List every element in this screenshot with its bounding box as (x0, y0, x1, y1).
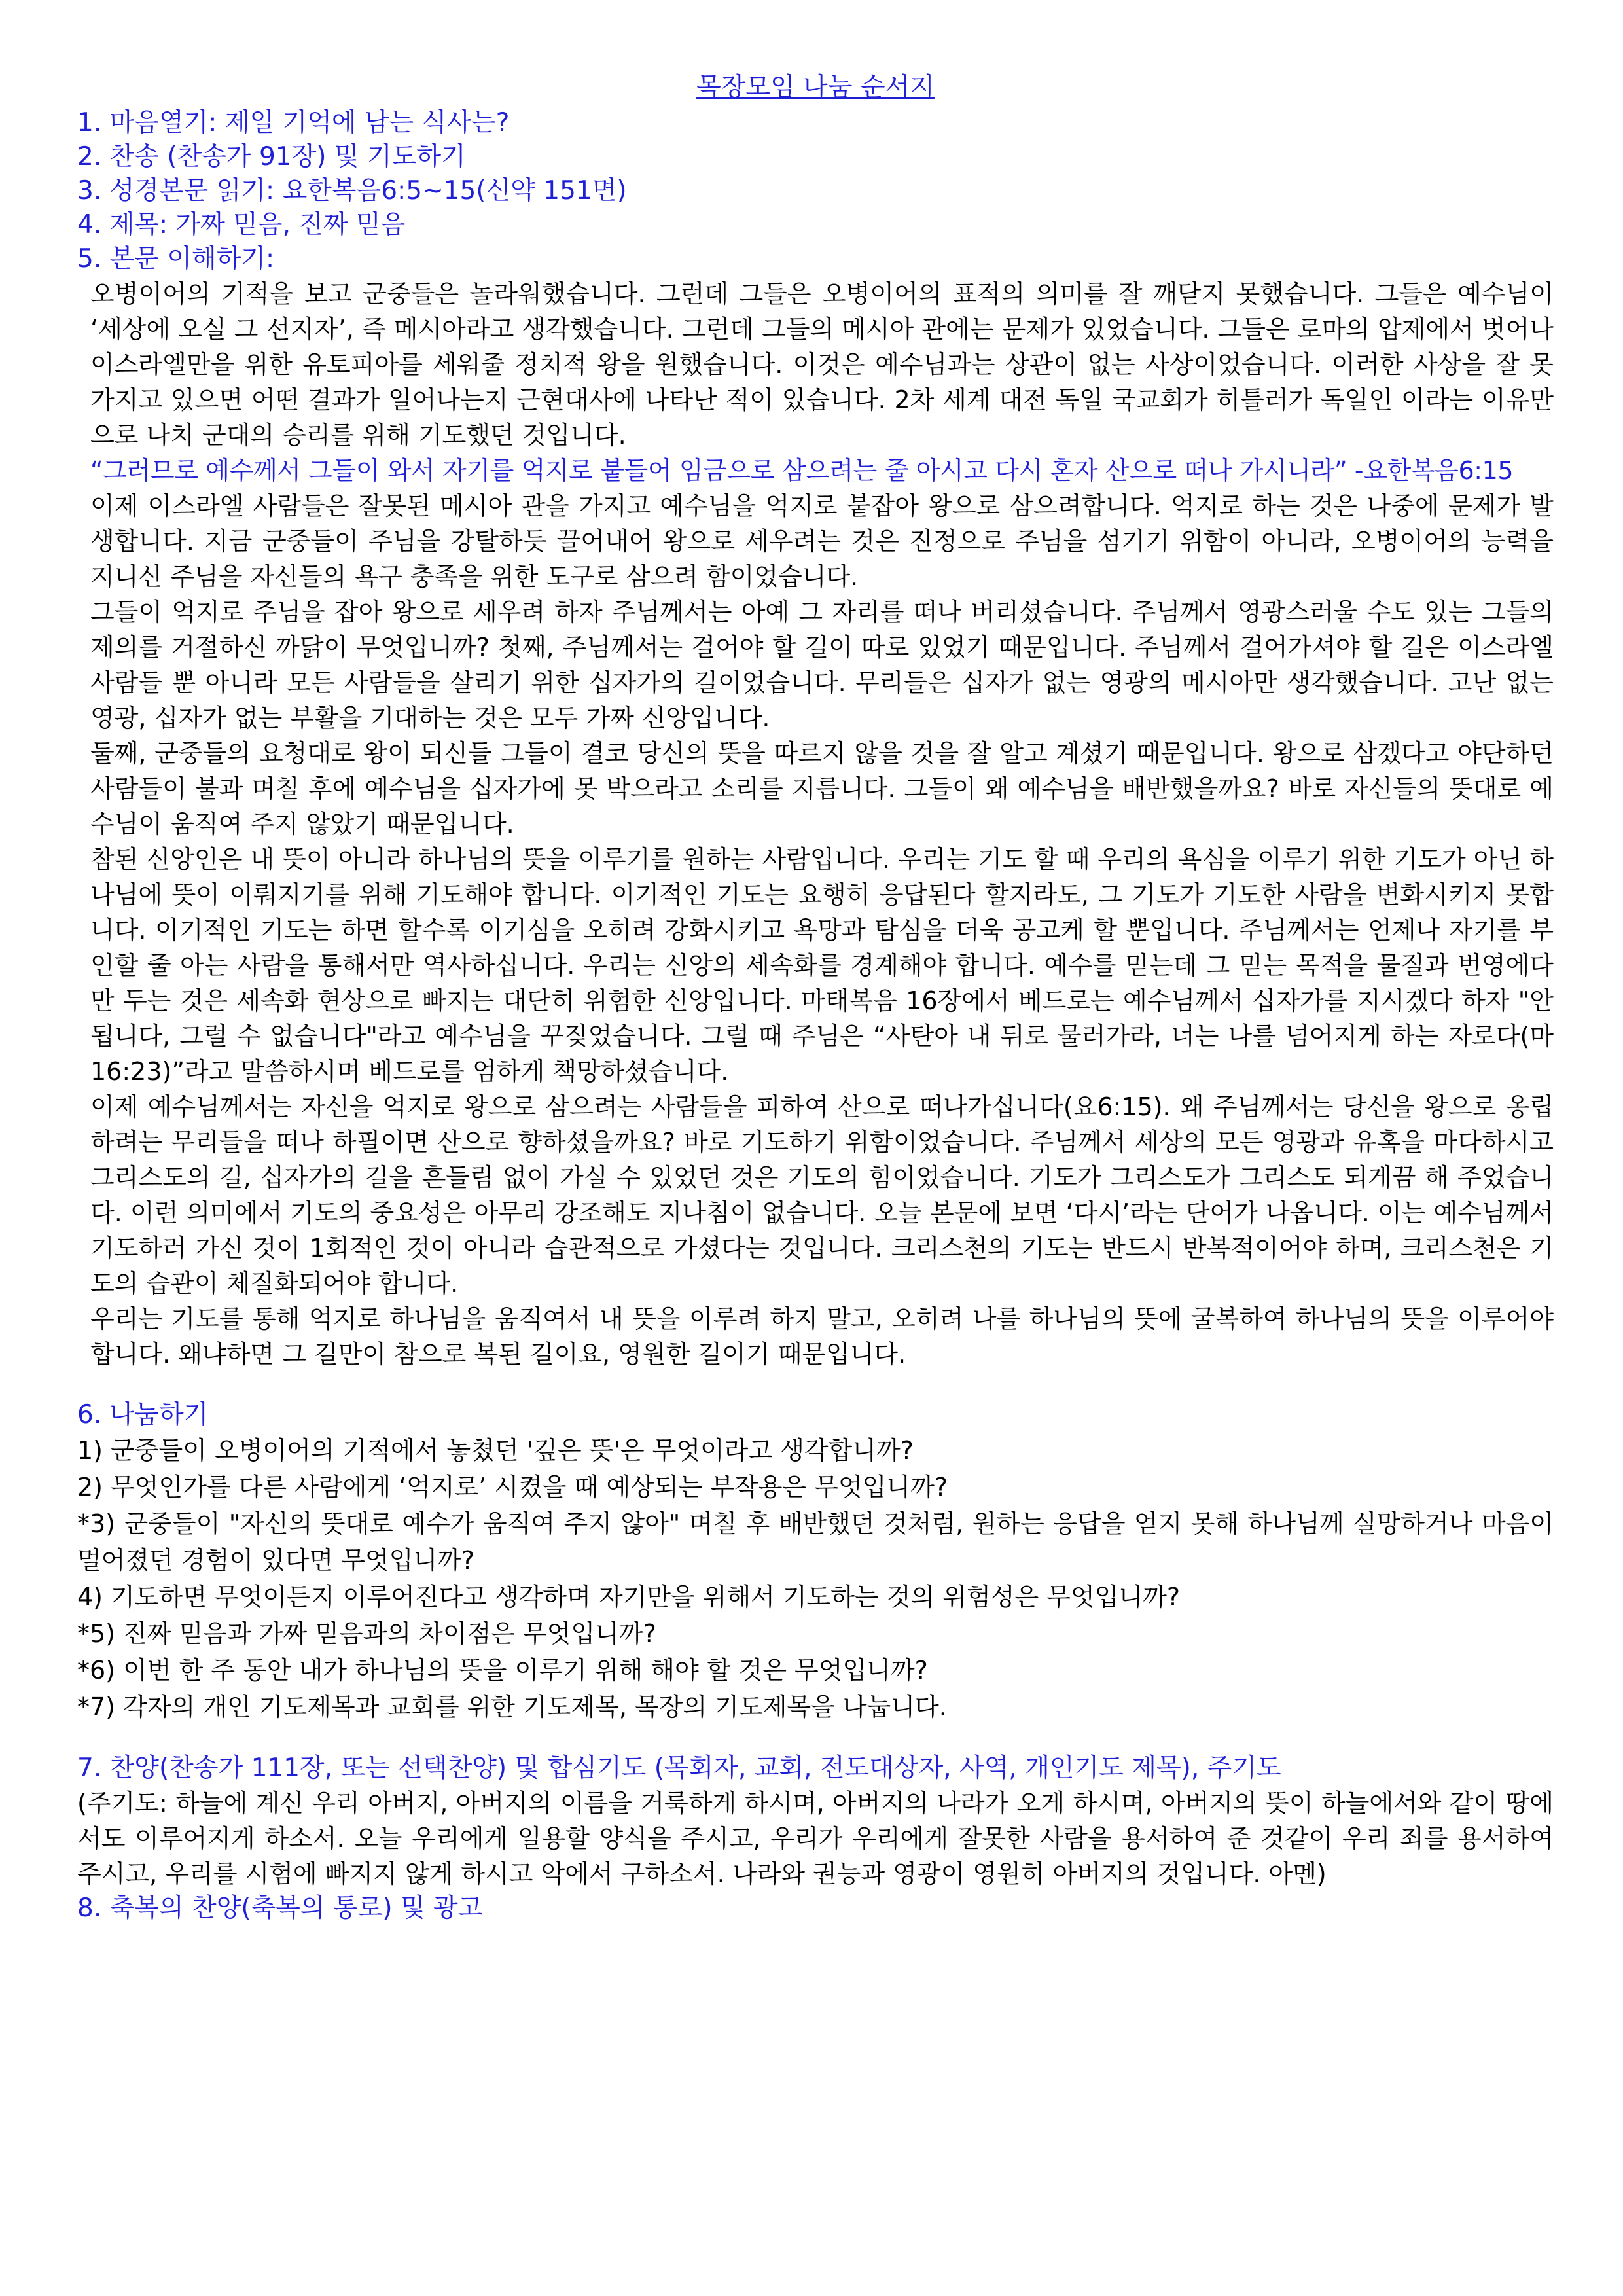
page-title: 목장모임 나눔 순서지 (696, 73, 935, 102)
body-paragraph-6: 이제 예수님께서는 자신을 억지로 왕으로 삼으려는 사람들을 피하여 산으로 떠나가십니다(요6:15). 왜 주님께서는 당신을 왕으로 옹립하려는 무리들을 떠나 하필이면 산으로 향하셨을까요? 바로 기도하기 위함이었습니다. 주님께서 세상의 모든 영광과 유혹을 마다하시고 그리스도의 길, 십자가의 길을 흔들림 없이 가실 수 있었던 것은 기도의 힘이었습니다. 기도가 그리스도가 그리스도 되게끔 해 주었습니다. 이런 의미에서 기도의 중요성은 아무리 강조해도 지나침이 없습니다. 오늘 본문에 보면 ‘다시’라는 단어가 나옵니다. 이는 예수님께서 기도하러 가신 것이 1회적인 것이 아니라 습관적으로 가셨다는 것입니다. 크리스천의 기도는 반드시 반복적이어야 하며, 크리스천은 기도의 습관이 체질화되어야 합니다. (90, 1092, 1554, 1298)
sharing-question-2: 2) 무엇인가를 다른 사람에게 ‘억지로’ 시켰을 때 예상되는 부작용은 무엇입니까? (77, 1473, 948, 1501)
body-paragraph-2: 이제 이스라엘 사람들은 잘못된 메시아 관을 가지고 예수님을 억지로 붙잡아 왕으로 삼으려합니다. 억지로 하는 것은 나중에 문제가 발생합니다. 지금 군중들이 주님을 강탈하듯 끌어내어 왕으로 세우려는 것은 진정으로 주님을 섬기기 위함이 아니라, 오병이어의 능력을 지니신 주님을 자신들의 욕구 충족을 위한 도구로 삼으려 함이었습니다. (90, 492, 1554, 591)
section-hymn: 2. 찬송 (찬송가 91장) 및 기도하기 (77, 142, 466, 171)
sharing-question-1: 1) 군중들이 오병이어의 기적에서 놓쳤던 '깊은 뜻'은 무엇이라고 생각합니까? (77, 1436, 914, 1465)
sharing-question-7: *7) 각자의 개인 기도제목과 교회를 위한 기도제목, 목장의 기도제목을 나눕니다. (77, 1693, 947, 1721)
scripture-quote: “그러므로 예수께서 그들이 와서 자기를 억지로 붙들어 임금으로 삼으려는 줄 아시고 다시 혼자 산으로 떠나 가시니라” -요한복음6:15 (90, 456, 1514, 485)
lords-prayer: (주기도: 하늘에 계신 우리 아버지, 아버지의 이름을 거룩하게 하시며, 아버지의 나라가 오게 하시며, 아버지의 뜻이 하늘에서와 같이 땅에서도 이루어지게 하소서. 오늘 우리에게 일용할 양식을 주시고, 우리가 우리에게 잘못한 사람을 용서하여 준 것같이 우리 죄를 용서하여 주시고, 우리를 시험에 빠지지 않게 하시고 악에서 구하소서. 나라와 권능과 영광이 영원히 아버지의 것입니다. 아멘) (77, 1789, 1554, 1888)
body-paragraph-3: 그들이 억지로 주님을 잡아 왕으로 세우려 하자 주님께서는 아예 그 자리를 떠나 버리셨습니다. 주님께서 영광스러울 수도 있는 그들의 제의를 거절하신 까닭이 무엇입니까? 첫째, 주님께서는 걸어야 할 길이 따로 있었기 때문입니다. 주님께서 걸어가셔야 할 길은 이스라엘 사람들 뿐 아니라 모든 사람들을 살리기 위한 십자가의 길이었습니다. 무리들은 십자가 없는 영광의 메시아만 생각했습니다. 고난 없는 영광, 십자가 없는 부활을 기대하는 것은 모두 가짜 신앙입니다. (90, 598, 1554, 732)
body-paragraph-4: 둘째, 군중들의 요청대로 왕이 되신들 그들이 결코 당신의 뜻을 따르지 않을 것을 잘 알고 계셨기 때문입니다. 왕으로 삼겠다고 야단하던 사람들이 불과 며칠 후에 예수님을 십자가에 못 박으라고 소리를 지릅니다. 그들이 왜 예수님을 배반했을까요? 바로 자신들의 뜻대로 예수님이 움직여 주지 않았기 때문입니다. (90, 739, 1554, 838)
body-paragraph-7: 우리는 기도를 통해 억지로 하나님을 움직여서 내 뜻을 이루려 하지 말고, 오히려 나를 하나님의 뜻에 굴복하여 하나님의 뜻을 이루어야 합니다. 왜냐하면 그 길만이 참으로 복된 길이요, 영원한 길이기 때문입니다. (90, 1304, 1554, 1369)
section-topic: 4. 제목: 가짜 믿음, 진짜 믿음 (77, 210, 406, 240)
sharing-question-5: *5) 진짜 믿음과 가짜 믿음과의 차이점은 무엇입니까? (77, 1619, 656, 1648)
sharing-question-6: *6) 이번 한 주 동안 내가 하나님의 뜻을 이루기 위해 해야 할 것은 무엇입니까? (77, 1656, 928, 1685)
section-scripture: 3. 성경본문 읽기: 요한복음6:5~15(신약 151면) (77, 176, 627, 206)
section-worship-prayer: 7. 찬양(찬송가 111장, 또는 선택찬양) 및 합심기도 (목회자, 교회, 전도대상자, 사역, 개인기도 제목), 주기도 (77, 1753, 1281, 1783)
section-sharing: 6. 나눔하기 (77, 1400, 209, 1429)
sharing-question-4: 4) 기도하면 무엇이든지 이루어진다고 생각하며 자기만을 위해서 기도하는 것의 위험성은 무엇입니까? (77, 1583, 1180, 1611)
section-blessing: 8. 축복의 찬양(축복의 통로) 및 광고 (77, 1893, 483, 1923)
body-paragraph-5: 참된 신앙인은 내 뜻이 아니라 하나님의 뜻을 이루기를 원하는 사람입니다. 우리는 기도 할 때 우리의 욕심을 이루기 위한 기도가 아닌 하나님에 뜻이 이뤄지기를 위해 기도해야 합니다. 이기적인 기도는 요행히 응답된다 할지라도, 그 기도가 기도한 사람을 변화시키지 못합니다. 이기적인 기도는 하면 할수록 이기심을 오히려 강화시키고 욕망과 탐심을 더욱 공고케 할 뿐입니다. 주님께서는 언제나 자기를 부인할 줄 아는 사람을 통해서만 역사하십니다. 우리는 신앙의 세속화를 경계해야 합니다. 예수를 믿는데 그 믿는 목적을 물질과 번영에다만 두는 것은 세속화 현상으로 빠지는 대단히 위험한 신앙입니다. 마태복음 16장에서 베드로는 예수님께서 십자가를 지시겠다 하자 "안 됩니다, 그럴 수 없습니다"라고 예수님을 꾸짖었습니다. 그럴 때 주님은 “사탄아 내 뒤로 물러가라, 너는 나를 넘어지게 하는 자로다(마 16:23)”라고 말씀하시며 베드로를 엄하게 책망하셨습니다. (90, 845, 1554, 1086)
section-understanding: 5. 본문 이해하기: (77, 244, 275, 274)
body-paragraph-1: 오병이어의 기적을 보고 군중들은 놀라워했습니다. 그런데 그들은 오병이어의 표적의 의미를 잘 깨닫지 못했습니다. 그들은 예수님이 ‘세상에 오실 그 선지자’, 즉 메시아라고 생각했습니다. 그런데 그들의 메시아 관에는 문제가 있었습니다. 그들은 로마의 압제에서 벗어나 이스라엘만을 위한 유토피아를 세워줄 정치적 왕을 원했습니다. 이것은 예수님과는 상관이 없는 사상이었습니다. 이러한 사상을 잘 못 가지고 있으면 어떤 결과가 일어나는지 근현대사에 나타난 적이 있습니다. 2차 세계 대전 독일 국교회가 히틀러가 독일인 이라는 이유만으로 나치 군대의 승리를 위해 기도했던 것입니다. (90, 279, 1554, 450)
section-icebreaker: 1. 마음열기: 제일 기억에 남는 식사는? (77, 108, 510, 137)
sharing-question-3: *3) 군중들이 "자신의 뜻대로 예수가 움직여 주지 않아" 며칠 후 배반했던 것처럼, 원하는 응답을 얻지 못해 하나님께 실망하거나 마음이 멀어졌던 경험이 있다면 무엇입니까? (77, 1509, 1554, 1575)
document-page (77, 71, 1554, 1926)
